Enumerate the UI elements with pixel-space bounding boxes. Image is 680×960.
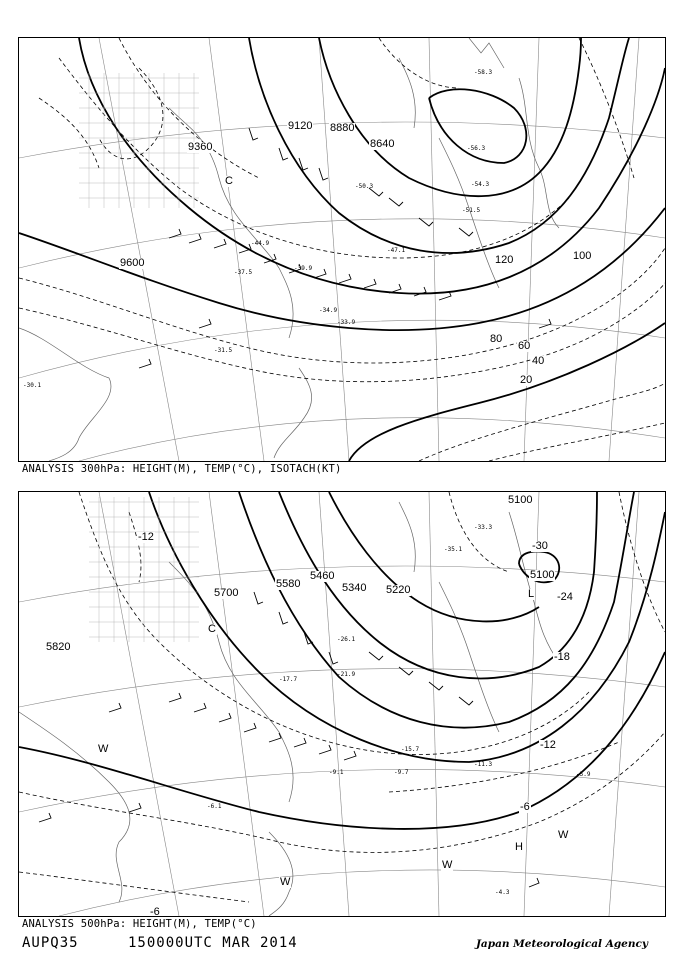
temp-label: -33.9 — [337, 319, 356, 326]
height-label: 5340 — [342, 582, 367, 594]
station-temp-label: -9.7 — [394, 769, 409, 776]
temp-label: -37.5 — [234, 269, 253, 276]
temp-contour-label: -18 — [554, 651, 570, 663]
map-300hpa — [18, 37, 666, 462]
high-center-symbol: H — [515, 841, 523, 853]
temp-contour-label: -12 — [138, 531, 154, 543]
isotach-label: 100 — [573, 250, 592, 262]
height-label: 9600 — [120, 257, 145, 269]
temp-contour-label: -30 — [532, 540, 548, 552]
station-temp-label: -5.9 — [576, 771, 591, 778]
isotach-label: 60 — [518, 340, 531, 352]
temp-label: -47.1 — [387, 247, 406, 254]
low-center-symbol: L — [528, 588, 535, 600]
height-label: 8880 — [330, 122, 355, 134]
temp-label: -50.3 — [355, 183, 374, 190]
warm-center-symbol: W — [98, 743, 109, 755]
chart-id: AUPQ35 — [22, 935, 79, 951]
isotach-label: 80 — [490, 333, 503, 345]
height-label: 5820 — [46, 641, 71, 653]
caption-500hpa: ANALYSIS 500hPa: HEIGHT(M), TEMP(°C) — [22, 918, 257, 930]
isotach-label: 40 — [532, 355, 545, 367]
map-500hpa — [18, 491, 666, 917]
temp-label: -44.9 — [251, 240, 270, 247]
cold-center-symbol: C — [208, 623, 216, 635]
station-temp-label: -35.1 — [444, 546, 463, 553]
coastlines — [19, 502, 559, 916]
temp-label: -54.3 — [471, 181, 490, 188]
station-temp-label: -15.7 — [401, 746, 420, 753]
temp-label: -30.1 — [23, 382, 42, 389]
station-temp-label: -11.3 — [474, 761, 493, 768]
height-label: 8640 — [370, 138, 395, 150]
temp-label: -34.9 — [319, 307, 338, 314]
caption-300hpa: ANALYSIS 300hPa: HEIGHT(M), TEMP(°C), ISOTACH(KT) — [22, 463, 342, 475]
height-label: 5220 — [386, 584, 411, 596]
height-label: 5700 — [214, 587, 239, 599]
cold-center-symbol: C — [225, 175, 233, 187]
height-label: 5100 — [530, 569, 555, 581]
temp-label: -56.3 — [467, 145, 486, 152]
temp-label: -39.9 — [294, 265, 313, 272]
map-300hpa-canvas — [19, 38, 665, 461]
warm-center-symbol: W — [558, 829, 569, 841]
height-contours — [19, 38, 665, 461]
temp-label: -58.3 — [474, 69, 493, 76]
temp-contour-label: -6 — [150, 906, 160, 917]
height-label: 9360 — [188, 141, 213, 153]
height-label: 5460 — [310, 570, 335, 582]
station-temp-label: -6.1 — [207, 803, 222, 810]
warm-center-symbol: W — [280, 876, 291, 888]
station-temp-label: -26.1 — [337, 636, 356, 643]
temp-contour-label: -24 — [557, 591, 573, 603]
height-label: 5580 — [276, 578, 301, 590]
valid-time: 150000UTC MAR 2014 — [128, 935, 298, 951]
temp-contour-label: -12 — [540, 739, 556, 751]
station-temp-label: -9.1 — [329, 769, 344, 776]
map-500hpa-canvas — [19, 492, 665, 916]
temp-label: -51.5 — [462, 207, 481, 214]
station-temp-label: -4.3 — [495, 889, 510, 896]
height-label: 5100 — [508, 494, 533, 506]
temp-contour-label: -6 — [520, 801, 530, 813]
station-temp-label: -17.7 — [279, 676, 298, 683]
isotach-label: 20 — [520, 374, 533, 386]
temp-label: -31.5 — [214, 347, 233, 354]
agency-name: Japan Meteorological Agency — [475, 938, 648, 950]
station-temp-label: -21.9 — [337, 671, 356, 678]
warm-center-symbol: W — [442, 859, 453, 871]
station-temp-label: -33.3 — [474, 524, 493, 531]
height-label: 9120 — [288, 120, 313, 132]
isotach-label: 120 — [495, 254, 514, 266]
